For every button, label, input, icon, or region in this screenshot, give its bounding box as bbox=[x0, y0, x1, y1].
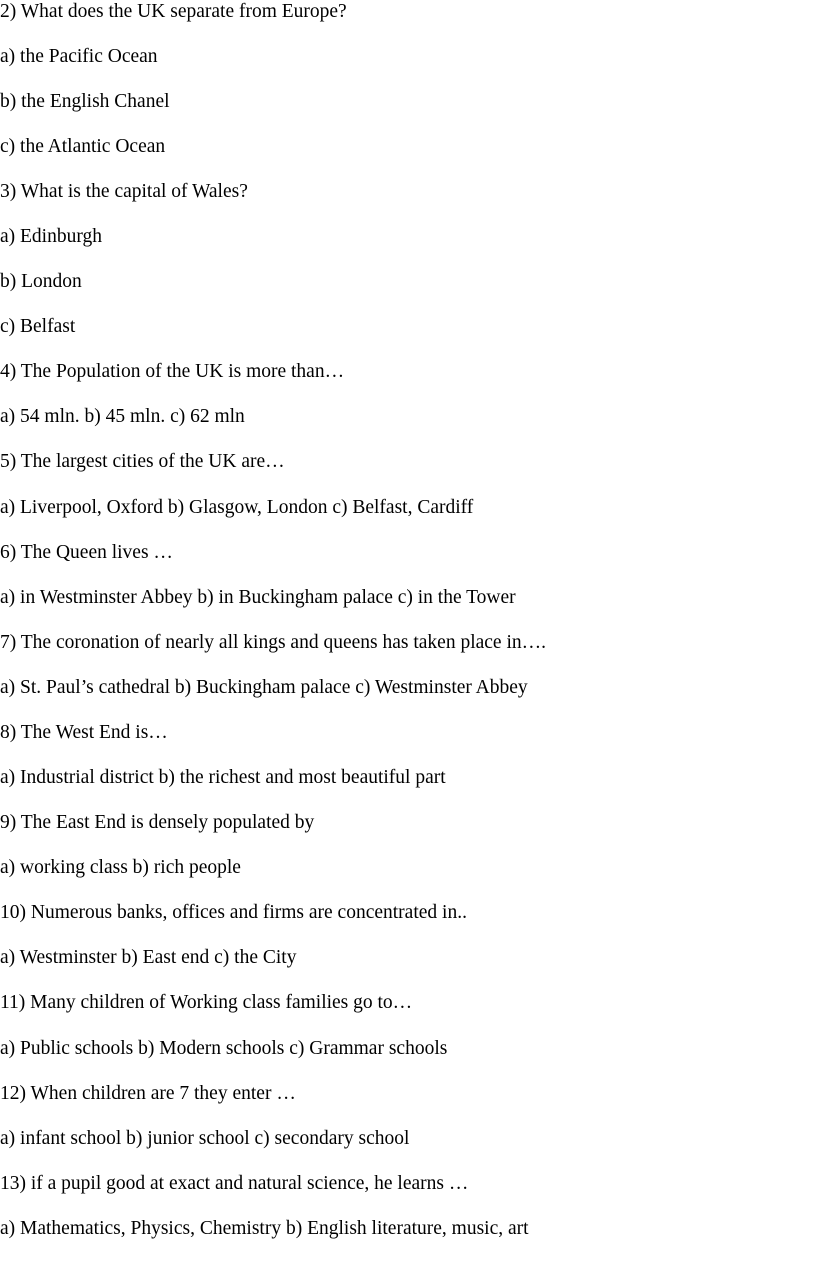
question-2-option-a: a) the Pacific Ocean bbox=[0, 46, 158, 67]
question-13: 13) if a pupil good at exact and natural science, he learns … bbox=[0, 1173, 469, 1194]
question-3-option-c: c) Belfast bbox=[0, 316, 76, 337]
question-9-options: a) working class b) rich people bbox=[0, 857, 241, 878]
question-8-options: a) Industrial district b) the richest and most beautiful part bbox=[0, 767, 446, 788]
question-4: 4) The Population of the UK is more than… bbox=[0, 361, 345, 382]
question-12: 12) When children are 7 they enter … bbox=[0, 1083, 296, 1104]
question-11-options: a) Public schools b) Modern schools c) Grammar schools bbox=[0, 1038, 448, 1059]
question-7-options: a) St. Paul’s cathedral b) Buckingham palace c) Westminster Abbey bbox=[0, 677, 528, 698]
question-10: 10) Numerous banks, offices and firms are concentrated in.. bbox=[0, 902, 467, 923]
question-4-options: a) 54 mln. b) 45 mln. c) 62 mln bbox=[0, 406, 245, 427]
question-7: 7) The coronation of nearly all kings and queens has taken place in…. bbox=[0, 632, 547, 653]
question-3-option-a: a) Edinburgh bbox=[0, 226, 102, 247]
question-13-options: a) Mathematics, Physics, Chemistry b) English literature, music, art bbox=[0, 1218, 529, 1239]
question-6: 6) The Queen lives … bbox=[0, 542, 173, 563]
question-2-option-b: b) the English Chanel bbox=[0, 91, 170, 112]
question-2-option-c: c) the Atlantic Ocean bbox=[0, 136, 166, 157]
question-3-option-b: b) London bbox=[0, 271, 82, 292]
question-9: 9) The East End is densely populated by bbox=[0, 812, 315, 833]
question-5: 5) The largest cities of the UK are… bbox=[0, 451, 285, 472]
question-3: 3) What is the capital of Wales? bbox=[0, 181, 248, 202]
question-10-options: a) Westminster b) East end c) the City bbox=[0, 947, 297, 968]
question-11: 11) Many children of Working class families go to… bbox=[0, 992, 413, 1013]
question-8: 8) The West End is… bbox=[0, 722, 168, 743]
question-12-options: a) infant school b) junior school c) secondary school bbox=[0, 1128, 410, 1149]
question-5-options: a) Liverpool, Oxford b) Glasgow, London c) Belfast, Cardiff bbox=[0, 497, 474, 518]
question-2: 2) What does the UK separate from Europe? bbox=[0, 1, 347, 22]
question-6-options: a) in Westminster Abbey b) in Buckingham palace c) in the Tower bbox=[0, 587, 516, 608]
